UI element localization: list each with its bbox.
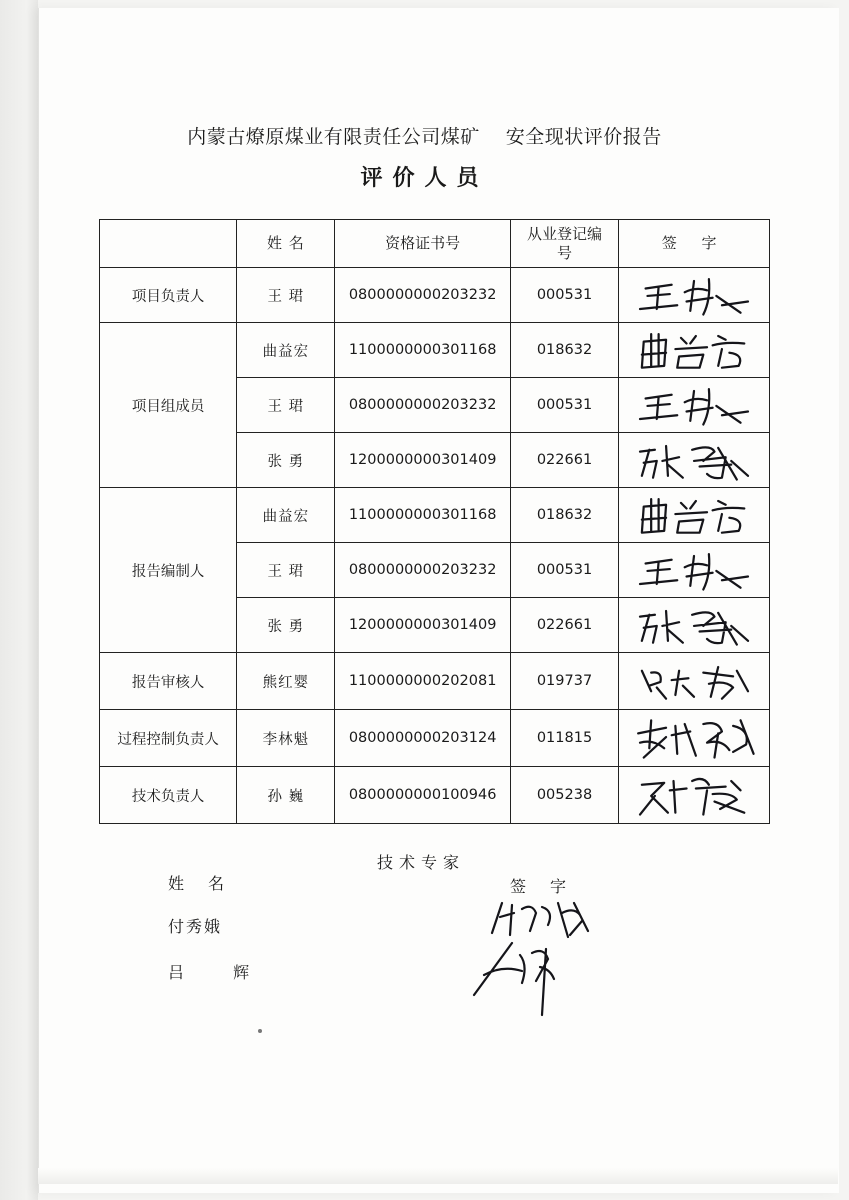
experts-name-header: 姓名 (168, 874, 249, 893)
table-row (100, 767, 770, 824)
name-cell: 王 珺 (237, 268, 335, 323)
expert-name: 吕 辉 (168, 963, 272, 982)
signature-stroke (638, 720, 753, 757)
signature-stroke (642, 334, 744, 368)
reg-cell: 018632 (510, 488, 618, 543)
role-cell: 报告审核人 (100, 653, 237, 710)
page-title: 评价人员 (360, 165, 489, 191)
cert-cell: 1200000000301409 (335, 598, 510, 653)
signature-cell (619, 488, 770, 543)
reg-cell: 000531 (510, 268, 618, 323)
header-reg-label: 从业登记编号 (526, 224, 602, 262)
name-cell: 曲益宏 (237, 323, 335, 378)
header-name: 姓 名 (237, 220, 335, 268)
signature (624, 488, 764, 542)
header-role (100, 220, 237, 268)
role-cell: 报告编制人 (100, 488, 237, 653)
signature-cell (619, 767, 770, 824)
signature (624, 768, 764, 822)
table-row (100, 653, 770, 710)
report-header (0, 122, 849, 149)
name-cell: 孙 巍 (237, 767, 335, 824)
table-header-row (100, 220, 770, 268)
signature-cell (619, 710, 770, 767)
signature-cell (619, 433, 770, 488)
expert-signature (474, 943, 554, 1015)
signature (624, 598, 764, 652)
signature-cell (619, 323, 770, 378)
name-cell: 王 珺 (237, 543, 335, 598)
role-cell: 项目负责人 (100, 268, 237, 323)
signature-cell (619, 543, 770, 598)
signature-stroke (642, 499, 744, 533)
reg-cell: 022661 (510, 598, 618, 653)
table-row (100, 710, 770, 767)
reg-cell: 000531 (510, 378, 618, 433)
cert-cell: 0800000000203232 (335, 268, 510, 323)
signature (624, 654, 764, 708)
header-sig: 签 字 (619, 220, 770, 268)
table-row (100, 488, 770, 543)
signature-cell (619, 268, 770, 323)
signature-cell (619, 378, 770, 433)
name-cell: 李林魁 (237, 710, 335, 767)
signature-stroke (640, 389, 748, 424)
header-cert: 资格证书号 (335, 220, 510, 268)
signature-stroke (642, 667, 748, 699)
name-cell: 张 勇 (237, 598, 335, 653)
header-reg (510, 220, 618, 268)
reg-cell: 022661 (510, 433, 618, 488)
cert-cell: 1100000000202081 (335, 653, 510, 710)
evaluation-staff-table (99, 219, 770, 824)
experts-title: 技术专家 (377, 853, 466, 872)
signature-cell (619, 653, 770, 710)
role-cell: 过程控制负责人 (100, 710, 237, 767)
expert-signatures (462, 895, 612, 1025)
signature (624, 323, 764, 377)
experts-signature-header: 签字 (510, 877, 591, 896)
signature-stroke (640, 279, 748, 314)
signature (624, 543, 764, 597)
reg-cell: 005238 (510, 767, 618, 824)
cert-cell: 0800000000203232 (335, 378, 510, 433)
signature-stroke (640, 446, 748, 480)
signature-stroke (640, 611, 748, 645)
cert-cell: 1100000000301168 (335, 323, 510, 378)
expert-name: 付秀娥 (168, 917, 223, 936)
name-cell: 曲益宏 (237, 488, 335, 543)
page-bottom-edge (38, 1168, 838, 1184)
company-name: 内蒙古燎原煤业有限责任公司煤矿 (187, 126, 480, 148)
expert-signature (492, 903, 588, 937)
reg-cell: 019737 (510, 653, 618, 710)
name-cell: 熊红婴 (237, 653, 335, 710)
role-cell: 项目组成员 (100, 323, 237, 488)
role-cell: 技术负责人 (100, 767, 237, 824)
signature-cell (619, 598, 770, 653)
name-cell: 王 珺 (237, 378, 335, 433)
cert-cell: 0800000000203232 (335, 543, 510, 598)
signature-stroke (640, 554, 748, 589)
cert-cell: 1100000000301168 (335, 488, 510, 543)
reg-cell: 018632 (510, 323, 618, 378)
table-row (100, 323, 770, 378)
scan-speck (258, 1029, 262, 1033)
report-type: 安全现状评价报告 (505, 126, 662, 148)
signature (624, 268, 764, 322)
reg-cell: 011815 (510, 710, 618, 767)
table-row (100, 268, 770, 323)
table-body (100, 268, 770, 824)
signature-stroke (640, 779, 744, 815)
cert-cell: 0800000000203124 (335, 710, 510, 767)
reg-cell: 000531 (510, 543, 618, 598)
signature (624, 378, 764, 432)
signature (624, 711, 764, 765)
name-cell: 张 勇 (237, 433, 335, 488)
cert-cell: 1200000000301409 (335, 433, 510, 488)
cert-cell: 0800000000100946 (335, 767, 510, 824)
signature (624, 433, 764, 487)
